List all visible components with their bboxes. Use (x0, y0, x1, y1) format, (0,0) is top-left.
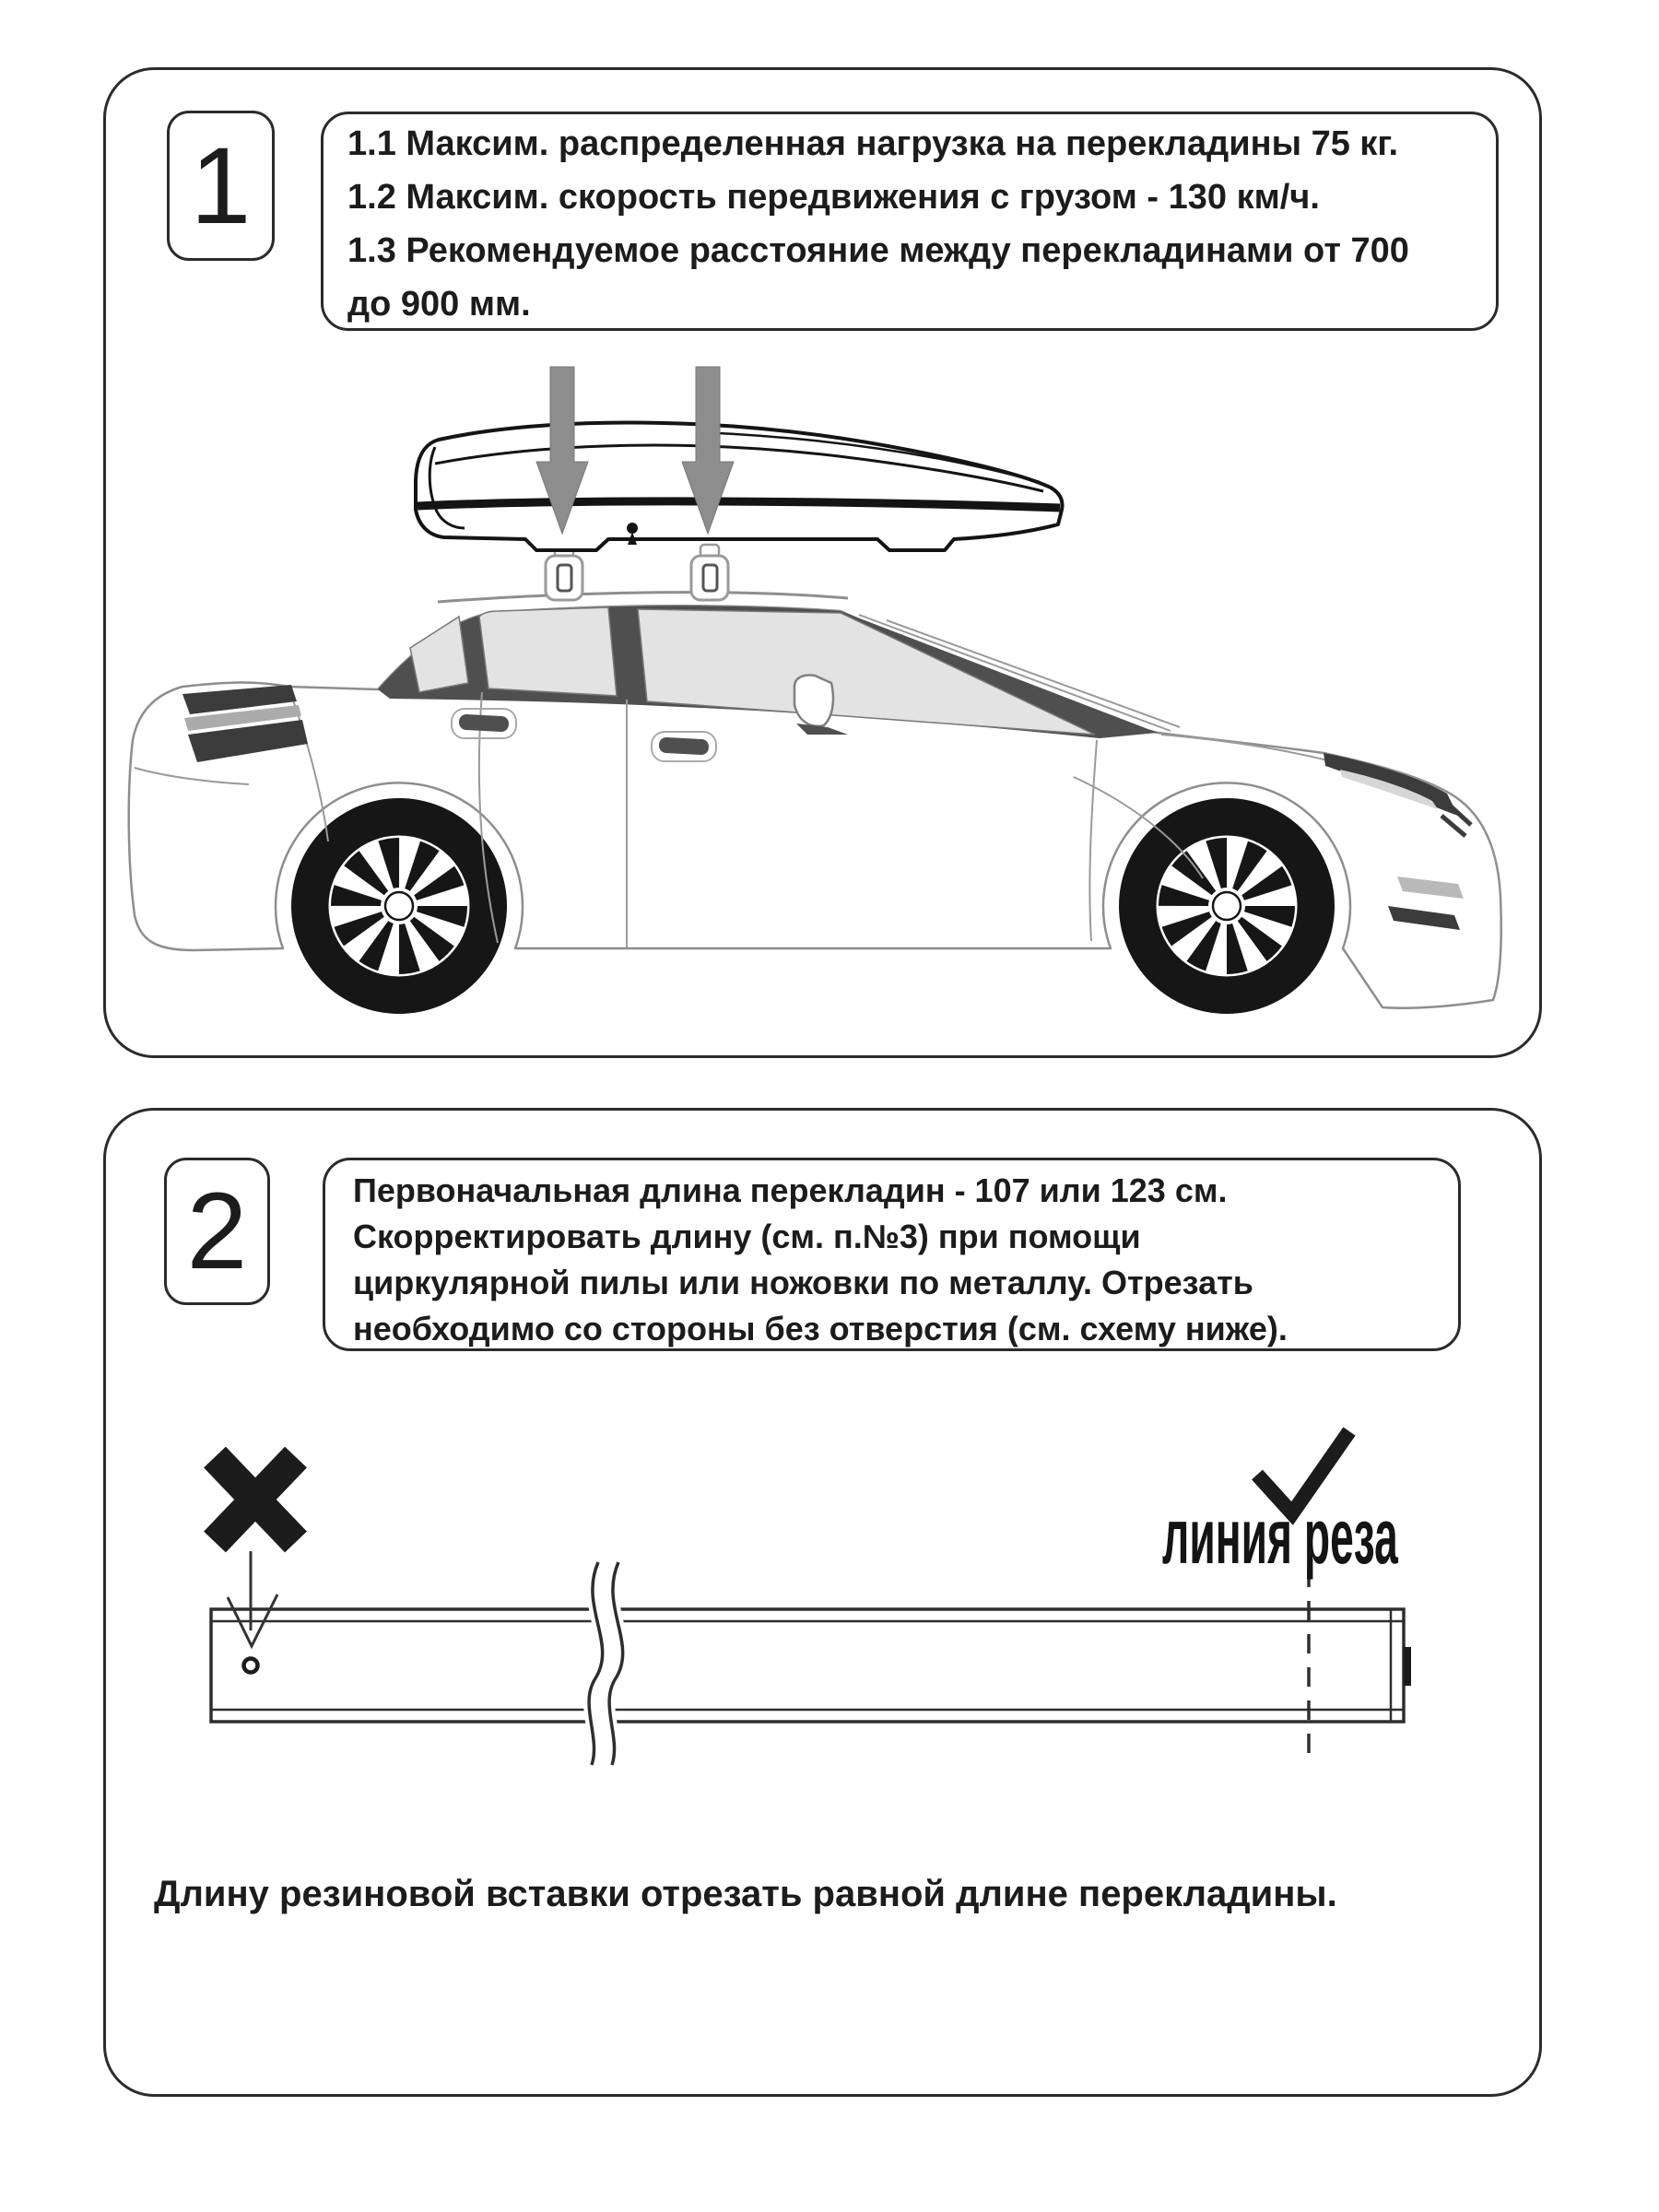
note-line: Первоначальная длина перекладин - 107 или 123 см. (353, 1171, 1228, 1209)
step-1-number: 1 (190, 124, 252, 247)
quarter-window (410, 617, 468, 692)
note-line: 1.3 Рекомендуемое расстояние между перекладинами от 700 (347, 231, 1409, 270)
cut-line-label: линия реза (1162, 1493, 1398, 1580)
crossbar-profile (211, 1609, 1411, 1722)
note-line: необходимо со стороны без отверстия (см. схему ниже). (353, 1310, 1288, 1347)
cross-mark-icon (215, 1457, 296, 1542)
step-1-panel (103, 67, 1542, 1058)
rear-wheel (291, 798, 507, 1014)
step-2-panel (103, 1108, 1542, 2097)
note-line: 1.2 Максим. скорость передвижения с грузом - 130 км/ч. (347, 178, 1320, 217)
car-roofbox-illustration (111, 344, 1535, 1044)
step-2-number: 2 (186, 1171, 248, 1292)
rear-door-window (479, 607, 617, 696)
note-line: Скорректировать длину (см. п.№3) при помощи (353, 1218, 1141, 1255)
step-1-note-box (321, 112, 1499, 331)
step-2-note-box (323, 1158, 1461, 1351)
step-1-number-badge (167, 111, 275, 261)
roof-rail (438, 593, 848, 602)
note-line: циркулярной пилы или ножовки по металлу. Отрезать (353, 1264, 1253, 1301)
roof-box (416, 423, 1063, 550)
front-wheel (1119, 798, 1335, 1014)
bar-end-hole (244, 1659, 258, 1673)
step-2-number-badge (164, 1158, 270, 1305)
mounting-bracket-left (546, 545, 582, 600)
note-line: до 900 мм. (347, 285, 531, 324)
mounting-bracket-right (691, 545, 728, 600)
note-line: 1.1 Максим. распределенная нагрузка на перекладины 75 кг. (347, 124, 1398, 163)
bar-end-tab (1404, 1647, 1411, 1686)
rubber-insert-note: Длину резиновой вставки отрезать равной длине перекладины. (154, 1874, 1337, 1914)
